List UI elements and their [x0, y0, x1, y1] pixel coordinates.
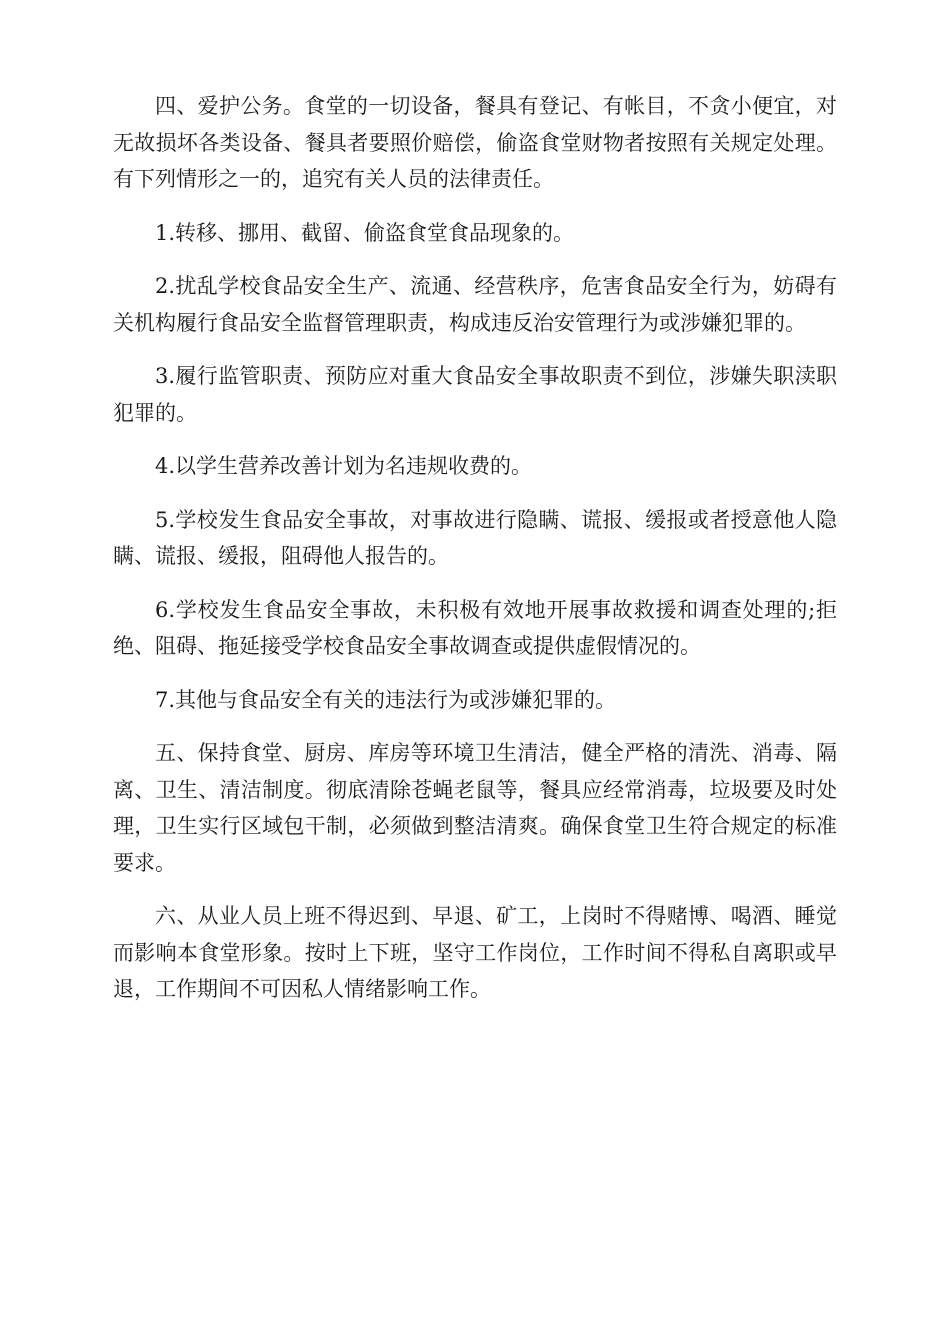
list-item-1: 1.转移、挪用、截留、偷盗食堂食品现象的。	[155, 220, 575, 245]
list-item-2: 2.扰乱学校食品安全生产、流通、经营秩序，危害食品安全行为，妨碍有关机构履行食品安全监督管理职责，构成违反治安管理行为或涉嫌犯罪的。	[113, 274, 837, 335]
paragraph-section-4: 四、爱护公务。食堂的一切设备，餐具有登记、有帐目，不贪小便宜，对无故损坏各类设备、餐具者要照价赔偿，偷盗食堂财物者按照有关规定处理。有下列情形之一的，追究有关人员的法律责任。	[113, 94, 837, 191]
document-page	[113, 88, 837, 1025]
paragraph-section-6: 六、从业人员上班不得迟到、早退、矿工，上岗时不得赌博、喝酒、睡觉而影响本食堂形象。按时上下班，坚守工作岗位，工作时间不得私自离职或早退，工作期间不可因私人情绪影响工作。	[113, 904, 837, 1001]
list-item-5: 5.学校发生食品安全事故，对事故进行隐瞒、谎报、缓报或者授意他人隐瞒、谎报、缓报，阻碍他人报告的。	[113, 507, 837, 568]
list-item-4: 4.以学生营养改善计划为名违规收费的。	[155, 454, 533, 478]
list-item-7: 7.其他与食品安全有关的违法行为或涉嫌犯罪的。	[155, 687, 617, 712]
list-item-6: 6.学校发生食品安全事故，未积极有效地开展事故救援和调查处理的;拒绝、阻碍、拖延接受学校食品安全事故调查或提供虚假情况的。	[113, 597, 837, 658]
paragraph-section-5: 五、保持食堂、厨房、库房等环境卫生清洁，健全严格的清洗、消毒、隔离、卫生、清洁制度。彻底清除苍蝇老鼠等，餐具应经常消毒，垃圾要及时处理，卫生实行区域包干制，必须做到整洁清爽。确保食堂卫生符合规定的标准要求。	[113, 741, 837, 875]
list-item-3: 3.履行监管职责、预防应对重大食品安全事故职责不到位，涉嫌失职渎职犯罪的。	[113, 364, 837, 425]
